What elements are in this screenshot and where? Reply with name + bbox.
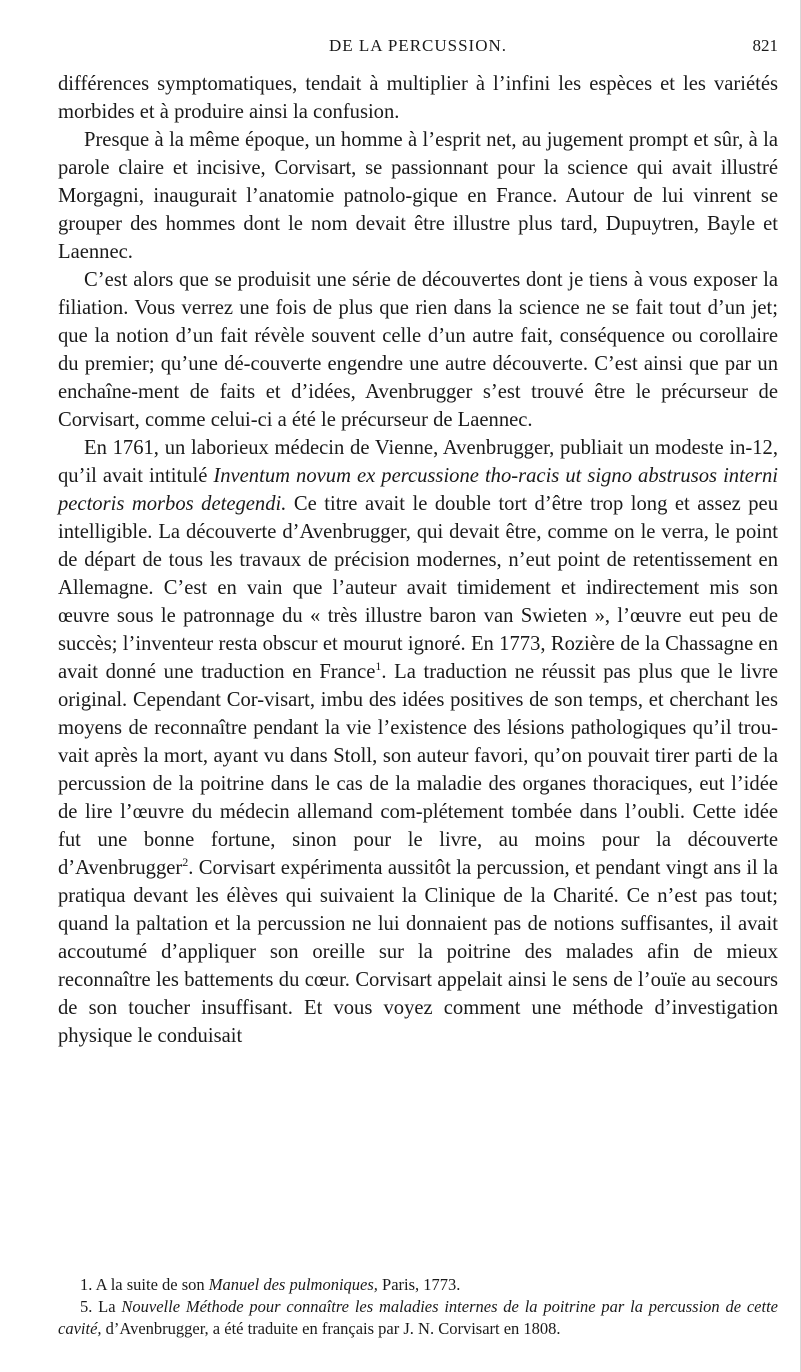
text-run: . La traduction ne réussit pas plus que le livre original. Cependant Cor-visart, imbu des idées positives de son temps, et cherchant les moyens de reconnaître pendant la vie l’existence des lésions pathologiques qu’il trou-vait après la mort, ayant vu dans Stoll, son auteur favori, qu’on pouvait tirer parti de la percussion de la poitrine dans le cas de la maladie des organes thoraciques, eut l’idée de lire l’œuvre du médecin allemand com-plétement tombée dans l’oubli. Cette idée fut une bonne fortune, sinon pour le livre, au moins pour la découverte d’Avenbrugger [58, 661, 778, 879]
footnote-ref: 2 [182, 855, 189, 870]
text-run: En 1761, un laborieux médecin de Vienne, Avenbrugger, publiait un modeste in-12, qu’il avait intitulé [58, 437, 778, 487]
paragraph [58, 126, 778, 266]
footnotes [58, 1274, 778, 1340]
footnote [58, 1296, 778, 1340]
paragraph [58, 70, 778, 126]
running-header [58, 36, 778, 64]
footnote-ref: 1 [375, 659, 382, 674]
paragraph [58, 434, 778, 1050]
italic-text: Inventum novum ex percussione tho-racis ut signo abstrusos interni pectoris morbos detegendi. [58, 465, 778, 515]
text-run: 1. A la suite de son [80, 1275, 209, 1294]
running-title: DE LA PERCUSSION. [328, 36, 508, 55]
text-run: Presque à la même époque, un homme à l’esprit net, au jugement prompt et sûr, à la parole claire et incisive, Corvisart, se passionnant pour la science qui avait illustré Morgagni, inaugurait l’anatomie patnolo-gique en France. Autour de lui vinrent se grouper des hommes dont le nom devait être illustre plus tard, Dupuytren, Bayle et Laennec. [58, 129, 778, 263]
text-run: Ce titre avait le double tort d’être trop long et assez peu intelligible. La découverte d’Avenbrugger, qui devait être, comme on le verra, le point de départ de tous les travaux de précision modernes, n’eut point de retentissement en Allemagne. C’est en vain que l’auteur avait timidement et indirectement mis son œuvre sous le patronnage du « très illustre baron van Swieten », l’œuvre eut peu de succès; l’inventeur resta obscur et mourut ignoré. En 1773, Rozière de la Chassagne en avait donné une traduction en France [58, 493, 778, 683]
text-run: 5. La [80, 1297, 122, 1316]
italic-text: Nouvelle Méthode pour connaître les maladies internes de la poitrine par la percussion de cette cavité, [58, 1297, 778, 1338]
paragraph [58, 266, 778, 434]
footnote [58, 1274, 778, 1296]
main-text [58, 70, 778, 1050]
italic-text: Manuel des pulmoniques, [208, 1275, 378, 1294]
page-number: 821 [752, 36, 778, 55]
text-run: d’Avenbrugger, a été traduite en français par J. N. Corvisart en 1808. [101, 1319, 561, 1338]
text-run: différences symptomatiques, tendait à multiplier à l’infini les espèces et les variétés morbides et à produire ainsi la confusion. [58, 73, 778, 123]
text-run: . Corvisart expérimenta aussitôt la percussion, et pendant vingt ans il la pratiqua devant les élèves qui suivaient la Clinique de la Charité. Ce n’est pas tout; quand la paltation et la percussion ne lui donnaient pas de notions suffisantes, il avait accoutumé d’appliquer son oreille sur la poitrine des malades afin de mieux reconnaître les battements du cœur. Corvisart appelait ainsi le sens de l’ouïe au secours de son toucher insuffisant. Et vous voyez comment une méthode d’investigation physique le conduisait [58, 857, 778, 1047]
text-run: C’est alors que se produisit une série de découvertes dont je tiens à vous exposer la filiation. Vous verrez une fois de plus que rien dans la science ne se fait tout d’un jet; que la notion d’un fait révèle souvent celle d’un autre fait, conséquence ou corollaire du premier; qu’une dé-couverte engendre une autre découverte. C’est ainsi que par un enchaîne-ment de faits et d’idées, Avenbrugger s’est trouvé être le précurseur de Corvisart, comme celui-ci a été le précurseur de Laennec. [58, 269, 778, 431]
text-run: Paris, 1773. [377, 1275, 461, 1294]
